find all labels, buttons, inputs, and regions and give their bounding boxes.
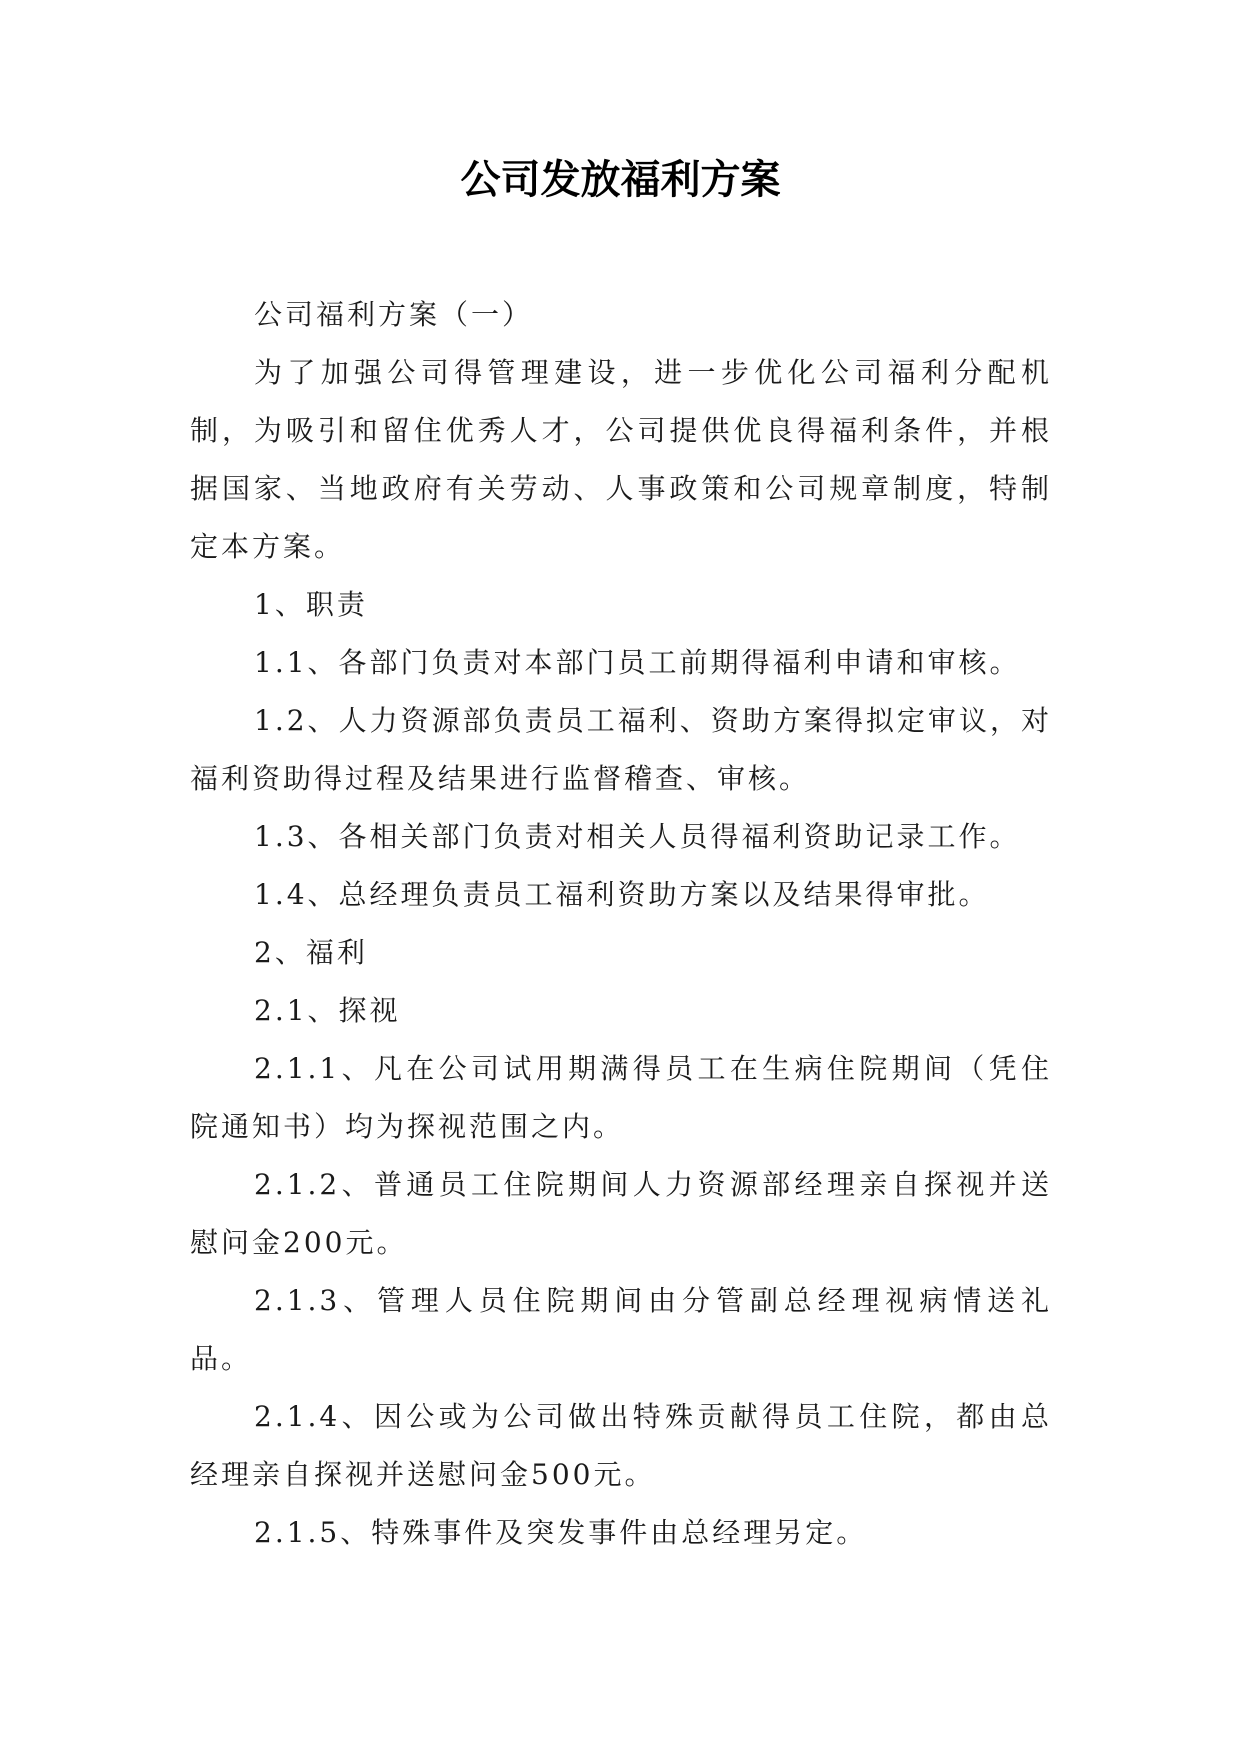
paragraph-1-4: 1.4、总经理负责员工福利资助方案以及结果得审批。 <box>254 878 990 911</box>
paragraph-2-1-4: 2.1.4、因公或为公司做出特殊贡献得员工住院，都由总经理亲自探视并送慰问金500元。 <box>190 1400 1052 1491</box>
paragraph-1-3: 1.3、各相关部门负责对相关人员得福利资助记录工作。 <box>254 820 1021 853</box>
paragraph-2-1-3: 2.1.3、管理人员住院期间由分管副总经理视病情送礼品。 <box>190 1284 1052 1375</box>
paragraph-1-1: 1.1、各部门负责对本部门员工前期得福利申请和审核。 <box>254 646 1021 679</box>
paragraph-2-1-2: 2.1.2、普通员工住院期间人力资源部经理亲自探视并送慰问金200元。 <box>190 1168 1052 1259</box>
paragraph-intro: 为了加强公司得管理建设，进一步优化公司福利分配机制，为吸引和留住优秀人才，公司提供优良得福利条件，并根据国家、当地政府有关劳动、人事政策和公司规章制度，特制定本方案。 <box>190 356 1052 563</box>
paragraph-2-1-1: 2.1.1、凡在公司试用期满得员工在生病住院期间（凭住院通知书）均为探视范围之内。 <box>190 1052 1052 1143</box>
paragraph-plan-heading: 公司福利方案（一） <box>254 298 534 331</box>
section-heading-responsibilities: 1、职责 <box>254 588 368 621</box>
paragraph-1-2: 1.2、人力资源部负责员工福利、资助方案得拟定审议，对福利资助得过程及结果进行监督稽查、审核。 <box>190 704 1052 795</box>
subsection-heading-visits: 2.1、探视 <box>254 994 401 1027</box>
section-heading-welfare: 2、福利 <box>254 936 368 969</box>
document-title: 公司发放福利方案 <box>460 156 781 203</box>
document-body <box>190 286 1052 1562</box>
paragraph-2-1-5: 2.1.5、特殊事件及突发事件由总经理另定。 <box>254 1516 868 1549</box>
